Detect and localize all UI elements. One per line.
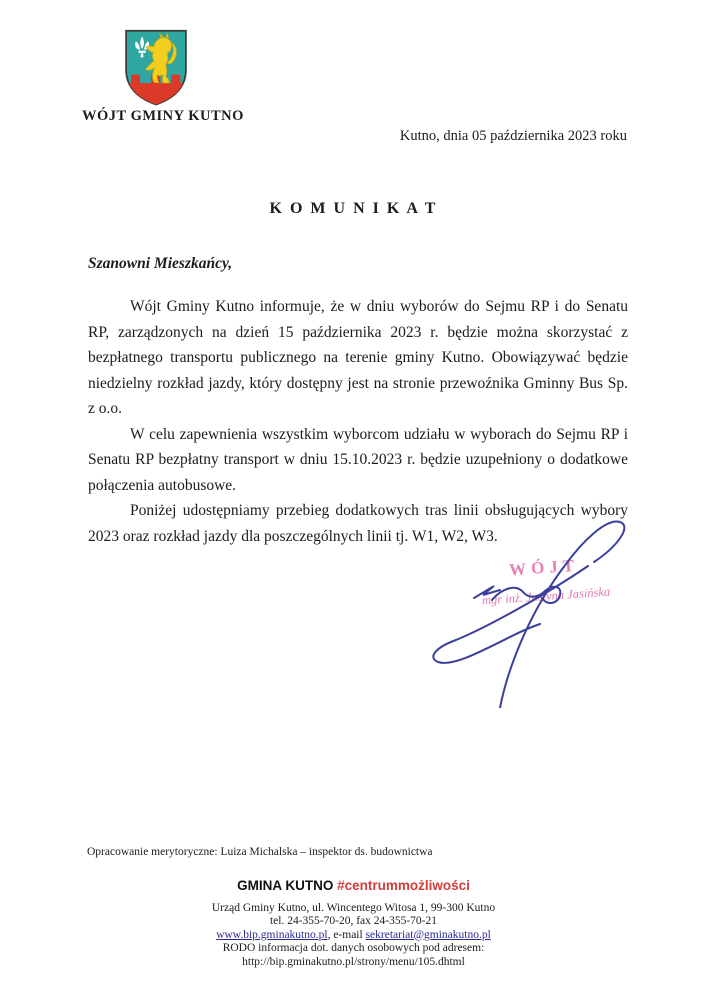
issuing-office-title: WÓJT GMINY KUTNO xyxy=(82,108,244,124)
rodo-label: RODO informacja dot. danych osobowych pod adresem: xyxy=(222,942,485,954)
stamp-name: mgr inż. Justyna Jasińska xyxy=(481,584,611,608)
footer-address: Urząd Gminy Kutno, ul. Wincentego Witosa 1, 99-300 Kutno xyxy=(211,901,496,914)
footer-hashtag: #centrummożliwości xyxy=(337,878,470,893)
footer-brand: GMINA KUTNO xyxy=(237,878,334,893)
paragraph-transport-info: Wójt Gminy Kutno informuje, że w dniu wyborów do Sejmu RP i do Senatu RP, zarządzonych na dzień 15 października 2023 r. będzie można skorzystać z bezpłatnego transportu publicznego na terenie gminy Kutno. Obowiązywać będzie niedzielny rozkład jazdy, który dostępny jest na stronie przewoźnika Gminny Bus Sp. z o.o. xyxy=(88,298,628,417)
email-label: , e-mail xyxy=(327,928,366,941)
salutation: Szanowni Mieszkańcy, xyxy=(88,255,233,272)
website-link[interactable]: www.bip.gminakutno.pl xyxy=(216,928,328,941)
document-title: K O M U N I K A T xyxy=(269,200,438,217)
paragraph-routes-schedule: Poniżej udostępniamy przebieg dodatkowych tras linii obsługujących wybory 2023 oraz rozkład jazdy dla poszczególnych linii tj. W1, W2, W3. xyxy=(88,502,628,545)
dateline: Kutno, dnia 05 października 2023 roku xyxy=(399,128,627,144)
email-link[interactable]: sekretariat@gminakutno.pl xyxy=(365,928,491,941)
prepared-by-note: Opracowanie merytoryczne: Luiza Michalska – inspektor ds. budownictwa xyxy=(87,846,433,858)
gmina-kutno-crest-icon xyxy=(120,28,192,108)
handwritten-signature-icon xyxy=(420,498,670,708)
stamp-title: WÓJT xyxy=(508,555,580,580)
rodo-url: http://bip.gminakutno.pl/strony/menu/105.dhtml xyxy=(242,955,465,968)
footer-brand-line xyxy=(0,880,707,893)
footer-phones: tel. 24-355-70-20, fax 24-355-70-21 xyxy=(269,915,438,927)
footer-links-line xyxy=(0,929,707,942)
footer xyxy=(0,880,707,969)
signature-block xyxy=(420,498,670,708)
paragraph-additional-connections: W celu zapewnienia wszystkim wyborcom udziału w wyborach do Sejmu RP i Senatu RP bezpłatny transport w dniu 15.10.2023 r. będzie uzupełniony o dodatkowe połączenia autobusowe. xyxy=(88,425,628,494)
